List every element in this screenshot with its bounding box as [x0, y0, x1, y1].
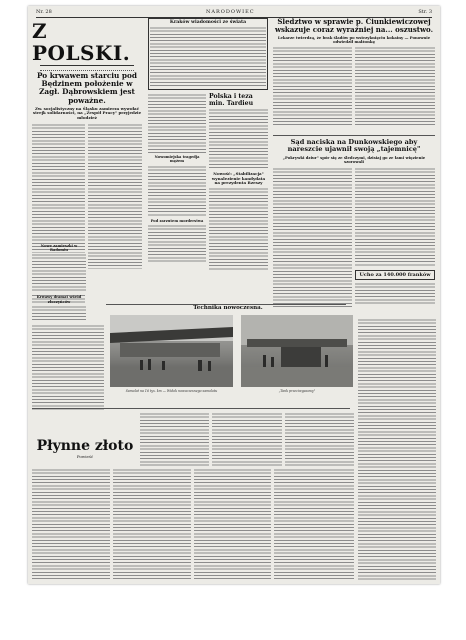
dunkowski-right: [355, 167, 435, 307]
body-text-j: [209, 187, 268, 271]
tank-photo: [241, 315, 353, 387]
ciunkiewicz-subhead: Lekarze twierdzą, że brak śladów po wstrzyknięciu kokainy — Ponownie odwiedził małżonkę: [277, 34, 431, 44]
feature-subtitle: Powieść: [76, 454, 94, 459]
murder-headline: Pod zarzutem morderstwa: [150, 218, 204, 223]
body-text-o: [355, 282, 435, 304]
lead-subhead: Zw. socjalistyczny na Śląsku zamierza wywołać strejk solidarności, na „Zespół Pracy" przyjedzie młodzież: [32, 105, 142, 120]
dunkowski-subhead: „Pokrywki dziur" spór się ze śledczymi, dzisiaj go ze łami więzienie szorowali: [282, 154, 426, 165]
right-divider: [273, 135, 435, 136]
body-text-r: [32, 468, 110, 580]
issue-number: Nr. 28: [36, 9, 52, 15]
tardieu-headline: Polska i teza min. Tardieu: [209, 93, 254, 108]
body-text-l: [355, 46, 435, 126]
body-text-q: [32, 324, 104, 412]
body-text-k: [273, 46, 352, 126]
body-text-v: [140, 412, 209, 466]
body-text-n: [355, 167, 435, 267]
mid-split-right: [209, 93, 268, 271]
middle-column: [148, 18, 268, 308]
money-box: [355, 270, 435, 280]
body-text-b: [88, 123, 142, 269]
body-text-d: [32, 253, 86, 293]
body-text-e: [32, 305, 86, 322]
feature-top-rule: [32, 408, 350, 409]
left-bottom-column: [32, 324, 104, 414]
body-text-t: [194, 468, 272, 580]
dunkowski-headline: Sąd naciska na Dunkowskiego aby nareszcie ujawnił swoją „tajemnicę": [287, 139, 421, 154]
newspaper-name: NARODOWIEC: [206, 9, 255, 15]
airplane-caption: Samolot na 16 tys. km — Widok nowoczesnego samolotu: [125, 389, 218, 393]
feature-heading: Płynne złoto: [36, 438, 134, 454]
body-text-m: [273, 167, 352, 307]
left-lower-col: [32, 224, 86, 322]
page-number: Str. 3: [418, 9, 432, 15]
right-mid-article: [273, 139, 435, 314]
dunkowski-body: [273, 167, 435, 307]
feature-box: [34, 412, 136, 472]
ciunkiewicz-headline: Śledztwo w sprawie p. Ciunkiewiczowej wskazuje coraz wyraźniej na... oszustwo.: [274, 18, 434, 34]
body-text-h: [148, 224, 206, 264]
lead-headline: Po krwawem starciu pod Będzinem położenie w Zagł. Dąbrowskiem jest poważne.: [37, 71, 137, 105]
right-top-article: [273, 18, 435, 136]
news-box-text: [150, 26, 266, 88]
stabilization-headline: Nowość: „Stabilizacja" wynalezienie kandydata na prezydenta Rzeszy: [211, 171, 266, 186]
photo-section-title: Technika nowoczesna.: [193, 305, 263, 311]
body-text-u: [274, 468, 354, 580]
article-drama-headline: Krwawy dramat wśród złoczyńców: [36, 295, 82, 304]
body-text-w: [212, 412, 281, 466]
page-header: [36, 9, 432, 18]
body-text-s: [113, 468, 191, 580]
section-title: Z POLSKI.: [32, 20, 131, 65]
newspaper-page: [28, 6, 440, 584]
tank-graphic: [241, 315, 353, 387]
tragedy-headline: Nowomiejska tragedja mężem: [154, 155, 200, 164]
airplane-photo: [110, 315, 233, 387]
body-text-f: [148, 93, 206, 153]
money-box-title: Ucho za 140.000 franków: [359, 271, 431, 278]
article-radom-headline: Nowe zamieszki w Radomiu: [40, 244, 78, 253]
news-box: [148, 18, 268, 90]
body-text-i: [209, 108, 268, 170]
news-box-title: Kraków wiadomości ze świata: [169, 20, 247, 25]
feature-right-column: [140, 412, 354, 466]
ciunkiewicz-body: [273, 46, 435, 126]
right-lower-column: [358, 318, 436, 580]
mid-split-left: [148, 93, 206, 271]
body-text-g: [148, 165, 206, 217]
airplane-graphic: [110, 315, 233, 387]
body-text-p: [358, 318, 436, 580]
body-text-x: [285, 412, 354, 466]
mid-split: [148, 93, 268, 271]
bottom-columns: [32, 468, 354, 580]
tank-caption: „Tank przeciwgazowy": [278, 389, 316, 393]
